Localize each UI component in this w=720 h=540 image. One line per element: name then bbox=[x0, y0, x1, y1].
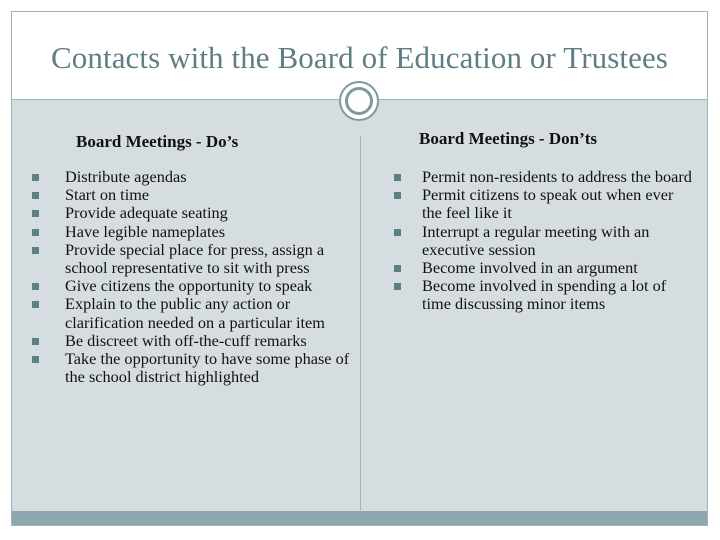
square-bullet-icon bbox=[394, 283, 401, 290]
dos-item: Give citizens the opportunity to speak bbox=[22, 277, 352, 295]
square-bullet-icon bbox=[32, 356, 39, 363]
square-bullet-icon bbox=[32, 210, 39, 217]
donts-item: Interrupt a regular meeting with an executive session bbox=[388, 223, 693, 259]
square-bullet-icon bbox=[32, 301, 39, 308]
divider-circle-inner bbox=[345, 87, 373, 115]
dos-item: Distribute agendas bbox=[22, 168, 352, 186]
donts-item: Permit non-residents to address the board bbox=[388, 168, 693, 186]
donts-item: Become involved in spending a lot of time discussing minor items bbox=[388, 277, 693, 313]
dos-item: Be discreet with off-the-cuff remarks bbox=[22, 332, 352, 350]
dos-item: Explain to the public any action or clarification needed on a particular item bbox=[22, 295, 352, 331]
square-bullet-icon bbox=[32, 174, 39, 181]
donts-list bbox=[388, 168, 693, 314]
dos-item: Have legible nameplates bbox=[22, 223, 352, 241]
square-bullet-icon bbox=[394, 192, 401, 199]
dos-item: Provide special place for press, assign a school representative to sit with press bbox=[22, 241, 352, 277]
slide-title: Contacts with the Board of Education or Trustees bbox=[51, 40, 668, 75]
dos-item: Take the opportunity to have some phase of the school district highlighted bbox=[22, 350, 352, 386]
dos-item: Start on time bbox=[22, 186, 352, 204]
dos-list bbox=[22, 168, 352, 386]
divider-circle-ornament bbox=[339, 81, 379, 121]
slide-frame bbox=[11, 11, 708, 526]
square-bullet-icon bbox=[32, 338, 39, 345]
donts-item: Become involved in an argument bbox=[388, 259, 693, 277]
square-bullet-icon bbox=[32, 229, 39, 236]
square-bullet-icon bbox=[394, 174, 401, 181]
square-bullet-icon bbox=[32, 283, 39, 290]
column-divider bbox=[360, 136, 361, 514]
donts-heading: Board Meetings - Don’ts bbox=[419, 129, 598, 148]
dos-item: Provide adequate seating bbox=[22, 204, 352, 222]
dos-heading: Board Meetings - Do’s bbox=[76, 132, 239, 151]
donts-item: Permit citizens to speak out when ever the feel like it bbox=[388, 186, 693, 222]
square-bullet-icon bbox=[394, 229, 401, 236]
square-bullet-icon bbox=[32, 247, 39, 254]
square-bullet-icon bbox=[394, 265, 401, 272]
square-bullet-icon bbox=[32, 192, 39, 199]
